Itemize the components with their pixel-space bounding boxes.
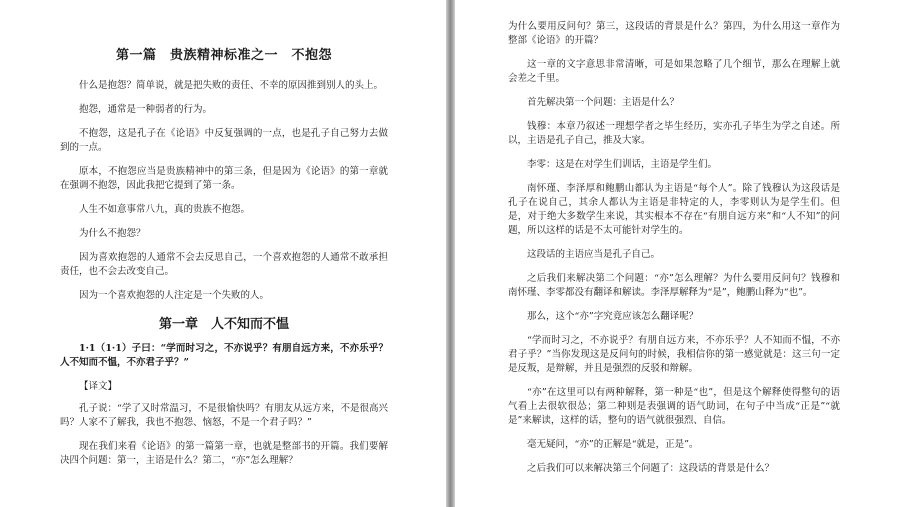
paragraph: 这段话的主语应当是孔子自己。: [527, 249, 661, 260]
paragraph: 为什么不抱怨？: [79, 228, 146, 239]
page-gutter: [446, 0, 455, 507]
paragraph: 首先解决第一个问题：主语是什么？: [527, 97, 680, 108]
paragraph: 李零：这是在对学生们训话，主语是学生们。: [527, 159, 718, 170]
paragraph: 钱穆：本章乃叙述一理想学者之毕生经历，实亦孔子毕生为学之自述。所以，主语是孔子自己，推及大家。: [508, 121, 840, 146]
paragraph: 抱怨，通常是一种弱者的行为。: [79, 104, 213, 115]
paragraph: 不抱怨，这是孔子在《论语》中反复强调的一点，也是孔子自己努力去做到的一点。: [60, 128, 388, 153]
analects-quote: 1·1（1·1）子曰：“学而时习之，不亦说乎？有朋自远方来，不亦乐乎？人不知而不愠，不亦君子乎？”: [60, 343, 388, 368]
paragraph: 孔子说：“学了又时常温习，不是很愉快吗？有朋友从远方来，不是很高兴吗？人家不了解我，我也不抱怨、恼怒，不是一个君子吗？”: [60, 403, 388, 428]
paragraph: 这一章的文字意思非常清晰，可是如果忽略了几个细节，那么在理解上就会差之千里。: [508, 59, 840, 84]
translation-label: 【译文】: [79, 381, 118, 392]
paragraph: 人生不如意事常八九，真的贵族不抱怨。: [79, 204, 251, 215]
paragraph: 原本，不抱怨应当是贵族精神中的第三条，但是因为《论语》的第一章就在强调不抱怨，因此我把它提到了第一条。: [60, 166, 388, 191]
part-title: 第一篇 贵族精神标准之一 不抱怨: [115, 48, 332, 63]
paragraph: 什么是抱怨？简单说，就是把失败的责任、不幸的原因推到别人的头上。: [79, 80, 384, 91]
paragraph: “学而时习之，不亦说乎？有朋自远方来，不亦乐乎？人不知而不愠，不亦君子乎？”当你发现这是反问句的时候，我相信你的第一感觉就是：这三句一定是反叛，是辩解，并且是强烈的反驳和辩解。: [508, 335, 840, 374]
paragraph: 之后我们来解决第二个问题：“亦”怎么理解？为什么要用反问句？钱穆和南怀瑾、李零都没有翻译和解读。李泽厚解释为“是”，鲍鹏山释为“也”。: [508, 273, 840, 298]
paragraph: 南怀瑾、李泽厚和鲍鹏山都认为主语是“每个人”。除了钱穆认为这段话是孔子在说自己，其余人都认为主语是非特定的人，李零则认为是学生们。但是，对于绝大多数学生来说，其实根本不存在“有朋自远方来”和“人不知”的问题，所以这样的话是不太可能针对学生的。: [508, 183, 840, 236]
left-page: [0, 0, 446, 507]
chapter-title: 第一章 人不知而不愠: [158, 317, 289, 332]
paragraph: 毫无疑问，“亦”的正解是“就是，正是”。: [527, 439, 699, 450]
paragraph: 之后我们可以来解决第三个问题了：这段话的背景是什么？: [527, 463, 775, 474]
paragraph: 那么，这个“亦”字究竟应该怎么翻译呢？: [527, 311, 699, 322]
paragraph: 现在我们来看《论语》的第一篇第一章，也就是整部书的开篇。我们要解决四个问题：第一，主语是什么？第二，“亦”怎么理解？: [60, 441, 388, 466]
paragraph: 因为一个喜欢抱怨的人注定是一个失败的人。: [79, 290, 270, 301]
right-page: [455, 0, 900, 507]
paragraph: 因为喜欢抱怨的人通常不会去反思自己，一个喜欢抱怨的人通常不敢承担责任，也不会去改变自己。: [60, 252, 388, 277]
paragraph-continued: 为什么要用反问句？第三，这段话的背景是什么？第四，为什么用这一章作为整部《论语》的开篇？: [508, 21, 840, 46]
paragraph: “亦”在这里可以有两种解释，第一种是“也”，但是这个解释使得整句的语气看上去很软很怂；第二种则是表强调的语气助词，在句子中当成“正是”“就是”来解读，这样的话，整句的语气就很强烈、自信。: [508, 387, 840, 426]
